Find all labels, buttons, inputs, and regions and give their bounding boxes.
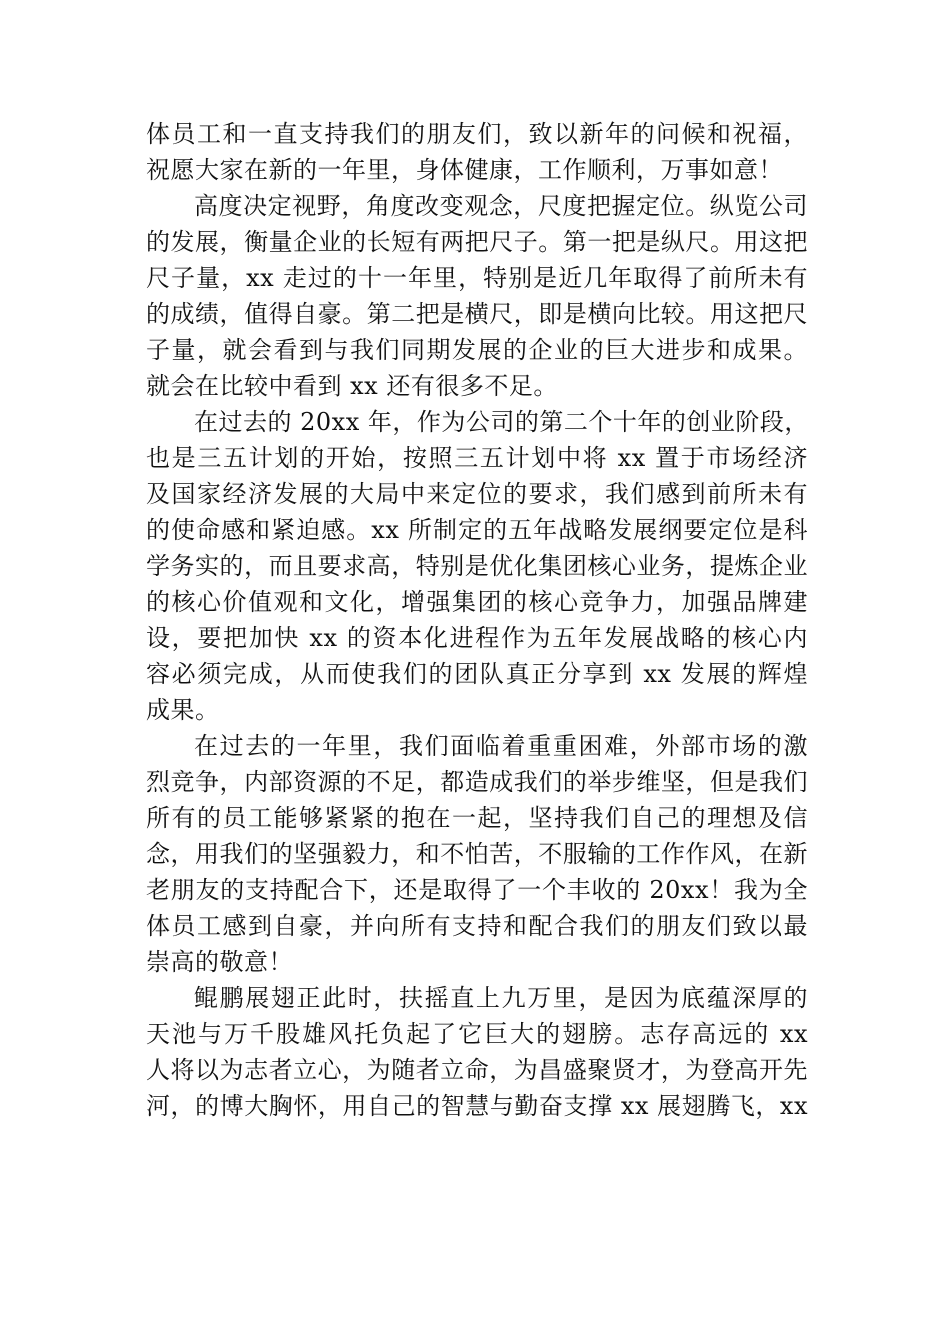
- paragraph-past-year-plan: [146, 404, 808, 728]
- text-line: 成果。: [146, 696, 220, 724]
- text-line: 河，的博大胸怀，用自己的智慧与勤奋支撑 xx 展翅腾飞，xx: [146, 1092, 808, 1120]
- text-line: 体员工和一直支持我们的朋友们，致以新年的问候和祝福，: [146, 120, 808, 148]
- text-line: 的使命感和紧迫感。xx 所制定的五年战略发展纲要定位是科: [146, 516, 808, 544]
- text-line: 在过去的 20xx 年，作为公司的第二个十年的创业阶段，: [194, 408, 809, 436]
- document-page: [146, 116, 808, 1124]
- text-line: 鲲鹏展翅正此时，扶摇直上九万里，是因为底蕴深厚的: [194, 984, 808, 1012]
- text-line: 学务实的，而且要求高，特别是优化集团核心业务，提炼企业: [146, 552, 808, 580]
- paragraph-difficulties: [146, 728, 808, 980]
- text-line: 念，用我们的坚强毅力，和不怕苦，不服输的工作作风，在新: [146, 840, 808, 868]
- text-line: 祝愿大家在新的一年里，身体健康，工作顺利，万事如意！: [146, 156, 783, 184]
- paragraph-perspective: [146, 188, 808, 404]
- paragraph-future: [146, 980, 808, 1124]
- text-line: 所有的员工能够紧紧的抱在一起，坚持我们自己的理想及信: [146, 804, 808, 832]
- text-line: 天池与万千股雄风托负起了它巨大的翅膀。志存高远的 xx: [146, 1020, 808, 1048]
- text-line: 老朋友的支持配合下，还是取得了一个丰收的 20xx！我为全: [146, 876, 808, 904]
- text-line: 也是三五计划的开始，按照三五计划中将 xx 置于市场经济: [146, 444, 808, 472]
- text-line: 烈竞争，内部资源的不足，都造成我们的举步维坚，但是我们: [146, 768, 808, 796]
- text-line: 尺子量，xx 走过的十一年里，特别是近几年取得了前所未有: [146, 264, 808, 292]
- text-line: 人将以为志者立心，为随者立命，为昌盛聚贤才，为登高开先: [146, 1056, 808, 1084]
- text-line: 容必须完成，从而使我们的团队真正分享到 xx 发展的辉煌: [146, 660, 808, 688]
- paragraph-greeting: [146, 116, 808, 188]
- text-line: 的核心价值观和文化，增强集团的核心竞争力，加强品牌建: [146, 588, 808, 616]
- text-line: 体员工感到自豪，并向所有支持和配合我们的朋友们致以最: [146, 912, 808, 940]
- text-line: 的发展，衡量企业的长短有两把尺子。第一把是纵尺。用这把: [146, 228, 808, 256]
- text-line: 子量，就会看到与我们同期发展的企业的巨大进步和成果。: [146, 336, 808, 364]
- text-line: 及国家经济发展的大局中来定位的要求，我们感到前所未有: [146, 480, 808, 508]
- text-line: 崇高的敬意！: [146, 948, 293, 976]
- text-line: 就会在比较中看到 xx 还有很多不足。: [146, 372, 558, 400]
- text-line: 高度决定视野，角度改变观念，尺度把握定位。纵览公司: [194, 192, 808, 220]
- text-line: 在过去的一年里，我们面临着重重困难，外部市场的激: [194, 732, 808, 760]
- text-line: 的成绩，值得自豪。第二把是横尺，即是横向比较。用这把尺: [146, 300, 808, 328]
- text-line: 设，要把加快 xx 的资本化进程作为五年发展战略的核心内: [146, 624, 808, 652]
